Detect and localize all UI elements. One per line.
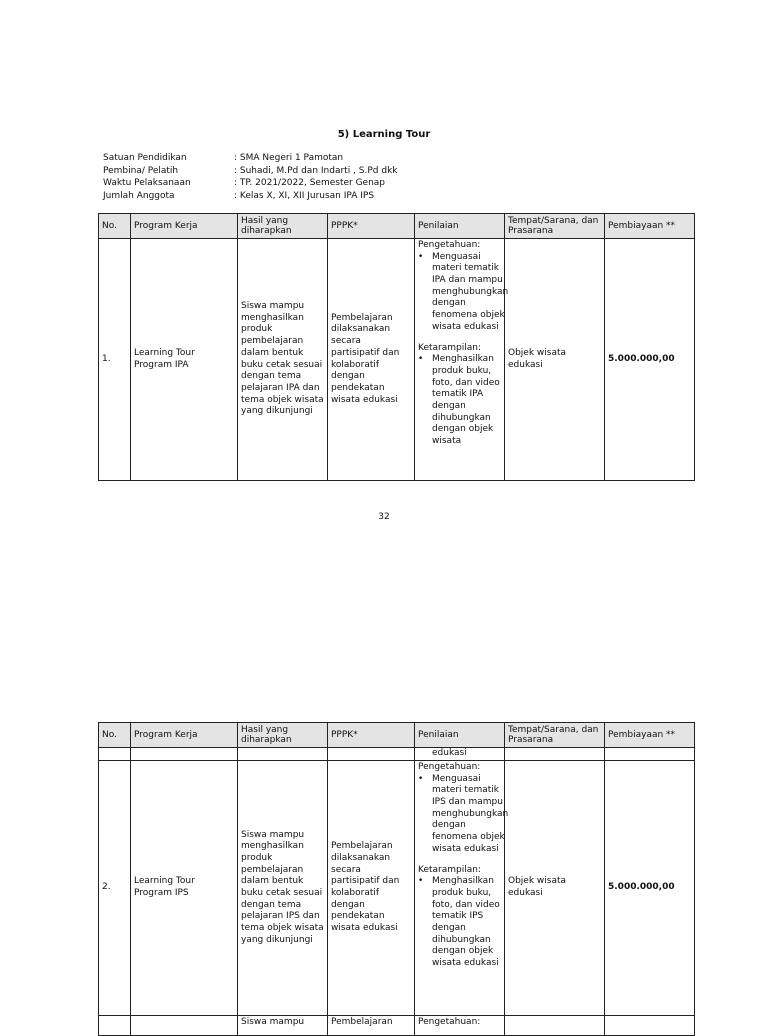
- keterampilan-item: Menghasilkan produk buku, foto, dan video tematik IPA dengan dihubungkan dengan objek wisata: [432, 354, 500, 446]
- table-row: [99, 239, 695, 481]
- cell-hasil: Siswa mampu menghasilkan produk pembelajaran dalam bentuk buku cetak sesuai dengan tema pelajaran IPS dan tema objek wisata yang dikunjungi: [238, 761, 328, 1016]
- keterampilan-label: Ketarampilan:: [418, 864, 481, 875]
- program-table-page-1: [98, 213, 695, 481]
- info-block: [103, 153, 398, 203]
- header-no: No.: [99, 214, 131, 239]
- cell-program: Learning Tour Program IPA: [131, 239, 238, 481]
- cell-no: 1.: [99, 239, 131, 481]
- bullet-icon: •: [418, 354, 424, 365]
- pengetahuan-item: Menguasai materi tematik IPS dan mampu menghubungkan dengan fenomena objek wisata edukasi: [432, 773, 509, 854]
- info-label: Pembina/ Pelatih: [103, 165, 179, 176]
- info-value: : SMA Negeri 1 Pamotan: [234, 153, 344, 163]
- bullet-item: [418, 354, 501, 448]
- cell-penilaian: [415, 761, 509, 1016]
- bullet-item: [418, 876, 501, 970]
- cell-penilaian: [415, 239, 509, 481]
- cell-pppk: Pembelajaran dilaksanakan secara partisipatif dan kolaboratif dengan pendekatan wisata edukasi: [328, 761, 415, 1016]
- cell-biaya: 5.000.000,00: [605, 239, 695, 481]
- partial-row: [99, 1016, 695, 1036]
- carryover-text: edukasi: [415, 748, 505, 761]
- keterampilan-label: Ketarampilan:: [418, 342, 481, 353]
- header-no: No.: [99, 723, 131, 748]
- bullet-icon: •: [418, 251, 424, 262]
- info-label: Waktu Pelaksanaan: [103, 178, 191, 188]
- info-value: : Kelas X, XI, XII Jurusan IPA IPS: [234, 190, 375, 201]
- cell-tempat: Objek wisata edukasi: [505, 761, 605, 1016]
- header-biaya: Pembiayaan **: [605, 214, 695, 239]
- pengetahuan-item: Menguasai materi tematik IPA dan mampu menghubungkan dengan fenomena objek wisata edukasi: [432, 251, 509, 332]
- table-header-row: [99, 723, 695, 748]
- pengetahuan-label: Pengetahuan:: [418, 762, 481, 772]
- bullet-item: [418, 773, 509, 856]
- header-penilaian: Penilaian: [415, 723, 505, 748]
- section-title: 5) Learning Tour: [337, 129, 431, 140]
- bullet-item: [418, 251, 509, 334]
- cell-pppk: Pembelajaran dilaksanakan secara partisipatif dan kolaboratif dengan pendekatan wisata edukasi: [328, 239, 415, 481]
- header-hasil: Hasil yang diharapkan: [238, 723, 328, 748]
- header-pppk: PPPK*: [328, 214, 415, 239]
- page-number: 32: [378, 512, 390, 522]
- header-biaya: Pembiayaan **: [605, 723, 695, 748]
- pengetahuan-label: Pengetahuan:: [418, 240, 481, 250]
- cell-hasil: Siswa mampu menghasilkan produk pembelajaran dalam bentuk buku cetak sesuai dengan tema pelajaran IPA dan tema objek wisata yang dikunjungi: [238, 239, 328, 481]
- info-value: : Suhadi, M.Pd dan Indarti , S.Pd dkk: [234, 165, 398, 176]
- header-hasil: Hasil yang diharapkan: [238, 214, 328, 239]
- cell-tempat: Objek wisata edukasi: [505, 239, 605, 481]
- header-program: Program Kerja: [131, 214, 238, 239]
- table-row: [99, 761, 695, 1016]
- carryover-row: [99, 748, 695, 761]
- partial-penilaian: Pengetahuan:: [415, 1016, 505, 1036]
- header-penilaian: Penilaian: [415, 214, 505, 239]
- partial-pppk: Pembelajaran: [328, 1016, 415, 1036]
- header-tempat: Tempat/Sarana, dan Prasarana: [505, 214, 605, 239]
- table-header-row: [99, 214, 695, 239]
- bullet-icon: •: [418, 773, 424, 784]
- info-row: [103, 191, 398, 204]
- cell-biaya: 5.000.000,00: [605, 761, 695, 1016]
- cell-no: 2.: [99, 761, 131, 1016]
- header-tempat: Tempat/Sarana, dan Prasarana: [505, 723, 605, 748]
- info-row: [103, 153, 398, 166]
- info-label: Jumlah Anggota: [103, 190, 175, 201]
- bullet-icon: •: [418, 876, 424, 887]
- header-program: Program Kerja: [131, 723, 238, 748]
- cell-program: Learning Tour Program IPS: [131, 761, 238, 1016]
- info-label: Satuan Pendidikan: [103, 153, 187, 163]
- program-table-page-2: [98, 722, 695, 1036]
- keterampilan-item: Menghasilkan produk buku, foto, dan video tematik IPS dengan dihubungkan dengan objek wisata edukasi: [432, 876, 500, 968]
- info-value: : TP. 2021/2022, Semester Genap: [234, 178, 386, 188]
- info-row: [103, 178, 398, 191]
- info-row: [103, 166, 398, 179]
- partial-hasil: Siswa mampu: [238, 1016, 328, 1036]
- header-pppk: PPPK*: [328, 723, 415, 748]
